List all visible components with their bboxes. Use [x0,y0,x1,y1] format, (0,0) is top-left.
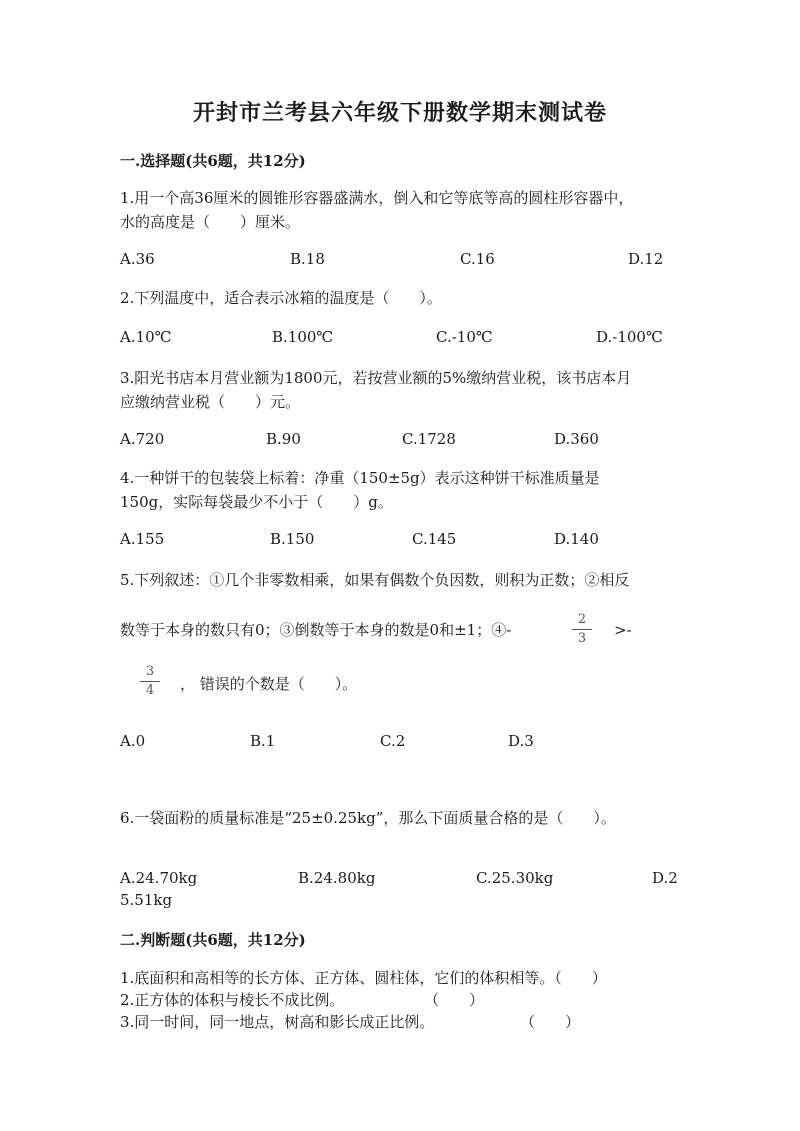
q5-fraction-three-quarters [140,664,160,699]
q1-option-c: C.16 [460,250,495,268]
q2-option-a: A.10℃ [120,328,172,346]
q5-frac1-numerator: 2 [572,612,592,630]
q2-option-d: D.-100℃ [596,328,663,346]
q4-line2: 150g，实际每袋最少不小于（ ）g。 [120,493,393,511]
q5-greater-than: >- [614,621,632,639]
q3-line1: 3.阳光书店本月营业额为1800元，若按营业额的5%缴纳营业税，该书店本月 [120,369,632,387]
q5-line1: 5.下列叙述：①几个非零数相乘，如果有偶数个负因数，则积为正数；②相反 [120,571,630,589]
q4-option-d: D.140 [554,530,599,548]
page-title: 开封市兰考县六年级下册数学期末测试卷 [192,100,607,126]
q1-line1: 1.用一个高36厘米的圆锥形容器盛满水，倒入和它等底等高的圆柱形容器中， [120,189,634,207]
q5-frac2-denominator: 4 [145,683,155,698]
q5-option-d: D.3 [508,732,534,750]
judge-3: 3.同一时间，同一地点，树高和影长成正比例。 [120,1013,435,1031]
judge-3-paren: （ ） [520,1013,581,1031]
q5-line2: 数等于本身的数只有0；③倒数等于本身的数是0和±1；④- [120,621,512,639]
q5-option-b: B.1 [250,732,276,750]
q1-option-b: B.18 [290,250,325,268]
q5-option-c: C.2 [380,732,406,750]
q5-option-a: A.0 [120,732,146,750]
q2-option-b: B.100℃ [272,328,334,346]
q3-option-d: D.360 [554,430,599,448]
q3-option-b: B.90 [266,430,301,448]
q4-option-a: A.155 [120,530,165,548]
q2-line1: 2.下列温度中，适合表示冰箱的温度是（ ）。 [120,289,442,307]
q1-line2: 水的高度是（ ）厘米。 [120,213,301,231]
q6-option-d-part2: 5.51kg [120,891,173,909]
q6-option-c: C.25.30kg [476,869,554,887]
q2-option-c: C.-10℃ [436,328,493,346]
q4-line1: 4.一种饼干的包装袋上标着：净重（150±5g）表示这种饼干标准质量是 [120,469,600,487]
q4-option-c: C.145 [412,530,457,548]
q1-option-d: D.12 [628,250,664,268]
q5-frac2-numerator: 3 [140,664,160,682]
q6-option-b: B.24.80kg [298,869,376,887]
section-heading-judgement: 二.判断题(共6题，共12分) [120,931,306,949]
q5-frac1-denominator: 3 [577,631,587,646]
q3-line2: 应缴纳营业税（ ）元。 [120,393,301,411]
q6-option-a: A.24.70kg [120,869,198,887]
q1-option-a: A.36 [120,250,155,268]
q3-option-c: C.1728 [402,430,456,448]
q4-option-b: B.150 [270,530,315,548]
section-heading-choice: 一.选择题(共6题，共12分) [120,152,306,170]
judge-2: 2.正方体的体积与棱长不成比例。 [120,991,345,1009]
q6-line1: 6.一袋面粉的质量标准是“25±0.25kg”，那么下面质量合格的是（ ）。 [120,809,616,827]
q5-line3: ， 错误的个数是（ ）。 [180,675,358,693]
judge-2-paren: （ ） [424,991,485,1009]
judge-1: 1.底面积和高相等的长方体、正方体、圆柱体，它们的体积相等。（ ） [120,969,607,987]
q6-option-d-part1: D.2 [652,869,678,887]
q5-fraction-two-thirds [572,612,592,647]
q3-option-a: A.720 [120,430,165,448]
